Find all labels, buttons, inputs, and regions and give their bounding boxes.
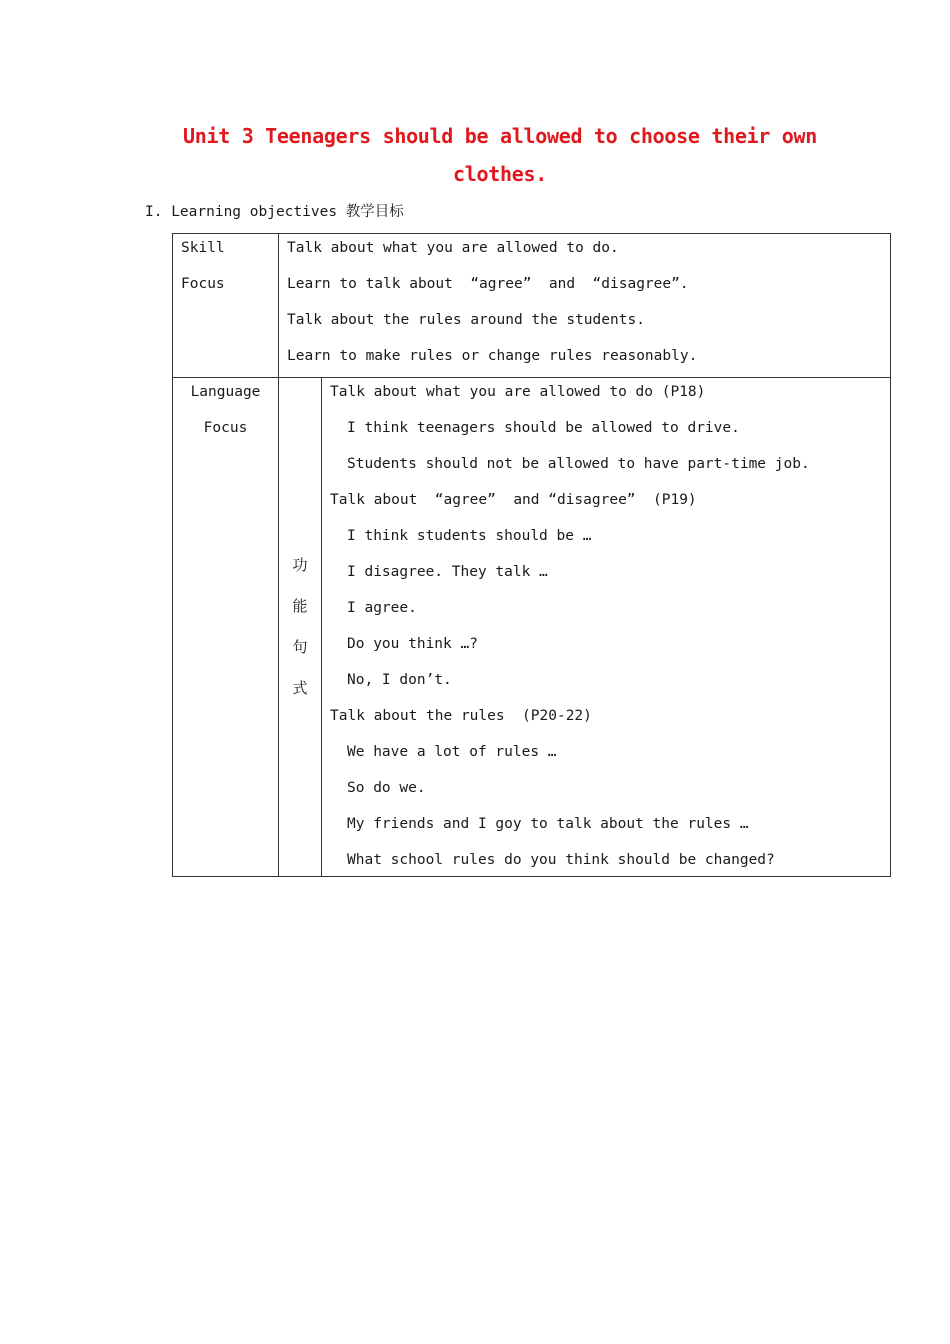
language-example-sentence: My friends and I goy to talk about the rules …	[347, 816, 749, 832]
language-example-sentence: I disagree. They talk …	[347, 564, 548, 580]
language-example-sentence: I agree.	[347, 600, 417, 616]
language-example-sentence: I think students should be …	[347, 528, 592, 544]
document-title-line-1: Unit 3 Teenagers should be allowed to choose their own	[182, 124, 817, 148]
skill-focus-item: Talk about what you are allowed to do.	[287, 240, 619, 256]
function-char: 式	[292, 679, 308, 697]
skill-focus-label-cell	[173, 234, 279, 378]
language-focus-label-line-2: Focus	[203, 420, 248, 436]
language-example-sentence: We have a lot of rules …	[347, 744, 557, 760]
language-topic-heading: Talk about “agree” and “disagree” (P19)	[330, 492, 697, 508]
language-topic-heading: Talk about what you are allowed to do (P18)	[330, 384, 706, 400]
language-focus-row	[173, 378, 891, 877]
learning-objectives-table	[172, 233, 891, 877]
skill-focus-content-cell	[279, 234, 891, 378]
skill-focus-item: Learn to talk about “agree” and “disagree”.	[287, 276, 689, 292]
language-focus-label-cell	[173, 378, 279, 877]
language-example-sentence: Do you think …?	[347, 636, 478, 652]
function-sentences-label-cell	[279, 378, 322, 877]
function-char: 功	[292, 556, 308, 574]
section-heading-learning-objectives: I. Learning objectives 教学目标	[145, 204, 404, 220]
language-focus-label-line-1: Language	[190, 384, 261, 400]
function-char: 句	[292, 638, 308, 656]
skill-focus-item: Learn to make rules or change rules reasonably.	[287, 348, 698, 364]
language-example-sentence: So do we.	[347, 780, 426, 796]
skill-focus-row	[173, 234, 891, 378]
skill-focus-label-line-2: Focus	[181, 276, 225, 292]
function-char: 能	[292, 597, 308, 615]
language-example-sentence: Students should not be allowed to have part-time job.	[347, 456, 810, 472]
skill-focus-label-line-1: Skill	[181, 240, 225, 256]
document-title-line-2: clothes.	[453, 162, 547, 186]
language-topic-heading: Talk about the rules (P20-22)	[330, 708, 592, 724]
language-example-sentence: I think teenagers should be allowed to drive.	[347, 420, 740, 436]
skill-focus-item: Talk about the rules around the students.	[287, 312, 645, 328]
language-example-sentence: What school rules do you think should be changed?	[347, 852, 775, 868]
language-focus-content-cell	[322, 378, 891, 877]
language-example-sentence: No, I don’t.	[347, 672, 452, 688]
